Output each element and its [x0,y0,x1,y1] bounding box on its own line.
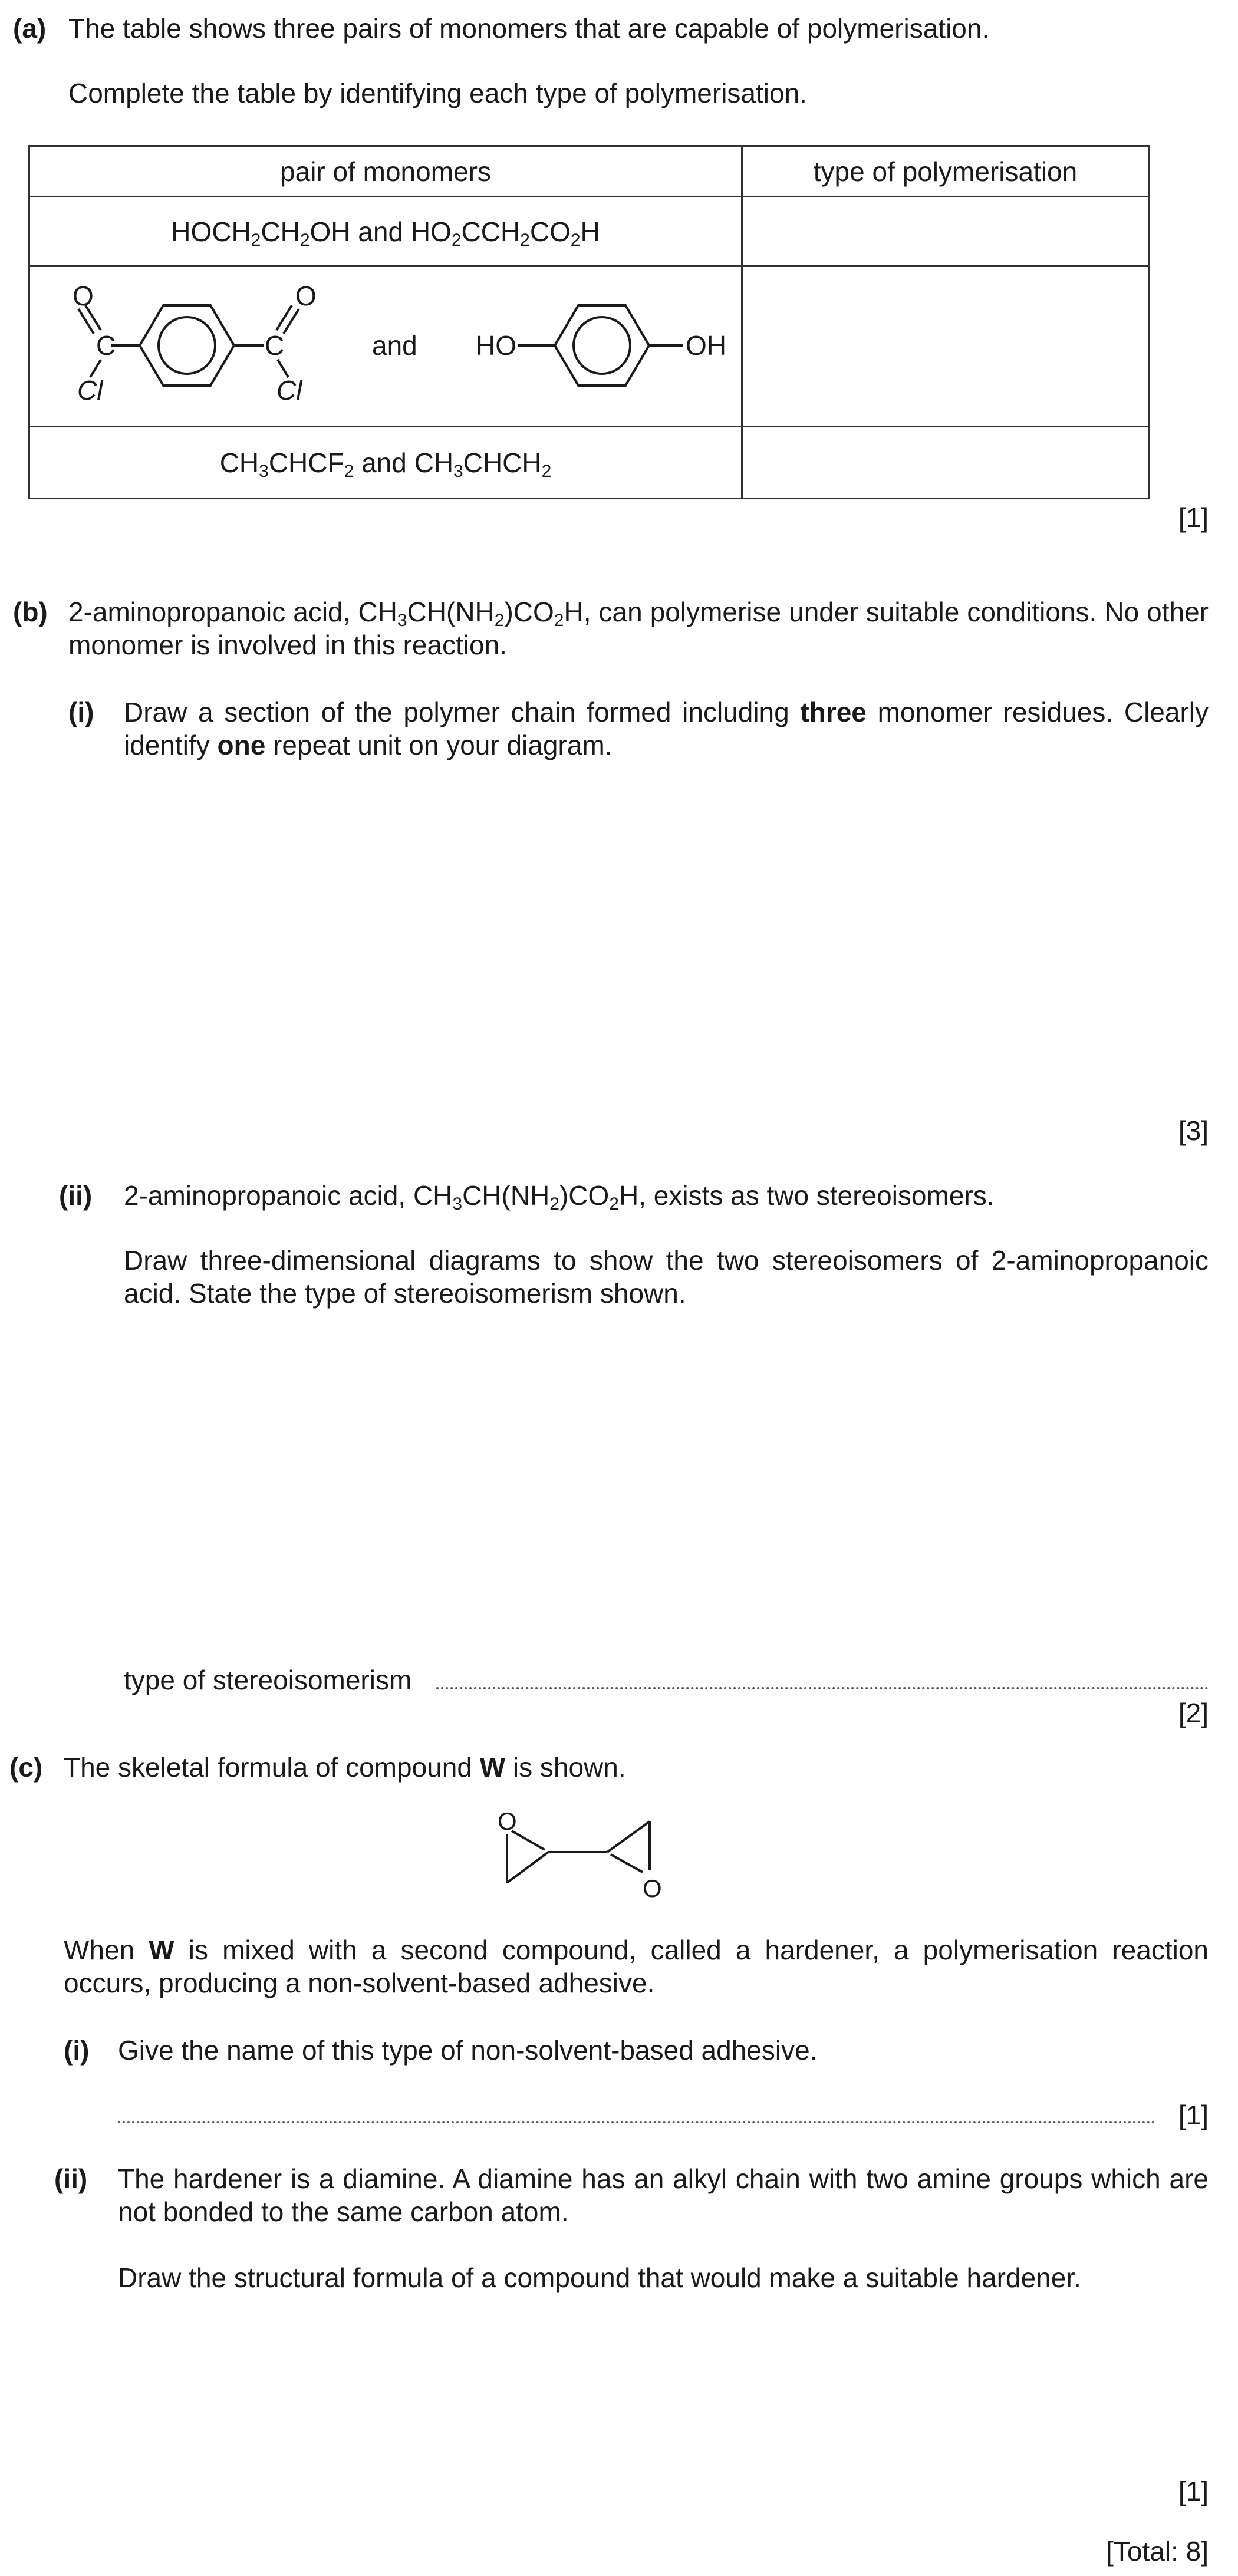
part-c-i-label: (i) [64,2035,90,2066]
carbon-label-left: C [96,330,116,361]
part-c-ii-marks: [1] [1178,2476,1209,2506]
row1-answer-cell[interactable] [742,197,1149,266]
hydroxyl-left-label: HO [476,330,516,361]
table-header-row [29,146,1149,197]
stereoisomerism-answer-label: type of stereoisomerism [124,1665,412,1695]
part-c-i-answer-line[interactable] [118,2121,1155,2123]
oxygen-label-left: O [73,280,94,311]
part-b-ii-question: 2-aminopropanoic acid, $CH_3CH(NH_2)CO_2H$, exists as two stereoisomers. [124,1180,995,1214]
part-b-intro: 2-aminopropanoic acid, $CH_3CH(NH_2)CO_2H$, can polymerise under suitable conditions. No other monomer is involved in this reaction. [68,597,1209,660]
part-c-ii-question: The hardener is a diamine. A diamine has an alkyl chain with two amine groups which are not bonded to the same carbon atom. [118,2163,1209,2227]
part-c-paragraph: When W is mixed with a second compound, called a hardener, a polymerisation reaction occurs, producing a non-solvent-based adhesive. [64,1935,1209,1998]
table-row [29,197,1149,266]
part-c-intro: The skeletal formula of compound W is shown. [64,1752,626,1783]
part-b-ii-label: (ii) [59,1180,93,1211]
row2-monomers [29,266,742,427]
header-type-of-polymerisation: type of polymerisation [742,146,1149,197]
row1-monomers: $HOCH_2CH_2OH$ and $HO_2CCH_2CO_2H$ [29,197,742,266]
part-c-label: (c) [9,1752,43,1783]
part-b-ii-marks: [2] [1178,1698,1209,1728]
part-c-i-marks: [1] [1178,2100,1209,2130]
epoxide-oxygen-left: O [498,1807,517,1835]
part-b-i-drawing-area[interactable] [124,766,1209,1096]
chlorine-label-right: Cl [276,374,302,406]
chlorine-label-left: Cl [77,374,103,406]
part-b-i-label: (i) [68,697,94,727]
carbon-label-right: C [265,330,285,361]
row3-answer-cell[interactable] [742,427,1149,499]
part-c-i-question: Give the name of this type of non-solvent-based adhesive. [118,2035,818,2066]
part-c-ii-instruction: Draw the structural formula of a compound that would make a suitable hardener. [118,2262,1081,2293]
and-label: and [372,330,417,361]
part-b-label: (b) [13,597,48,627]
part-a-marks: [1] [1178,502,1209,533]
terephthaloyl-chloride-and-hydroquinone-structures [30,268,741,426]
part-b-ii-instruction: Draw three-dimensional diagrams to show the two stereoisomers of 2-aminopropanoic acid. State the type of stereoisomerism shown. [124,1245,1209,1309]
part-b-ii-drawing-area[interactable] [124,1320,1209,1651]
oxygen-label-right: O [295,280,317,311]
table-row [29,427,1149,499]
header-pair-of-monomers: pair of monomers [29,146,742,197]
part-a-label: (a) [13,13,47,44]
compound-w-skeletal-formula [483,1804,696,1904]
row3-monomers: $CH_3CHCF_2$ and $CH_3CHCH_2$ [29,427,742,499]
stereoisomerism-answer-line[interactable] [436,1687,1209,1689]
epoxide-oxygen-right: O [643,1875,662,1902]
part-b-i-question: Draw a section of the polymer chain formed including three monomer residues. Clearly identify one repeat unit on your diagram. [124,697,1209,760]
part-a-instruction: Complete the table by identifying each type of polymerisation. [68,78,807,108]
hydroxyl-right-label: OH [686,330,726,361]
monomer-table [28,145,1150,499]
part-b-i-marks: [3] [1178,1115,1209,1146]
part-c-ii-drawing-area[interactable] [118,2328,1209,2476]
row2-answer-cell[interactable] [742,266,1149,427]
table-row [29,266,1149,427]
part-c-ii-label: (ii) [54,2163,88,2194]
total-marks: [Total: 8] [1106,2536,1209,2567]
part-a-intro: The table shows three pairs of monomers that are capable of polymerisation. [68,13,990,44]
